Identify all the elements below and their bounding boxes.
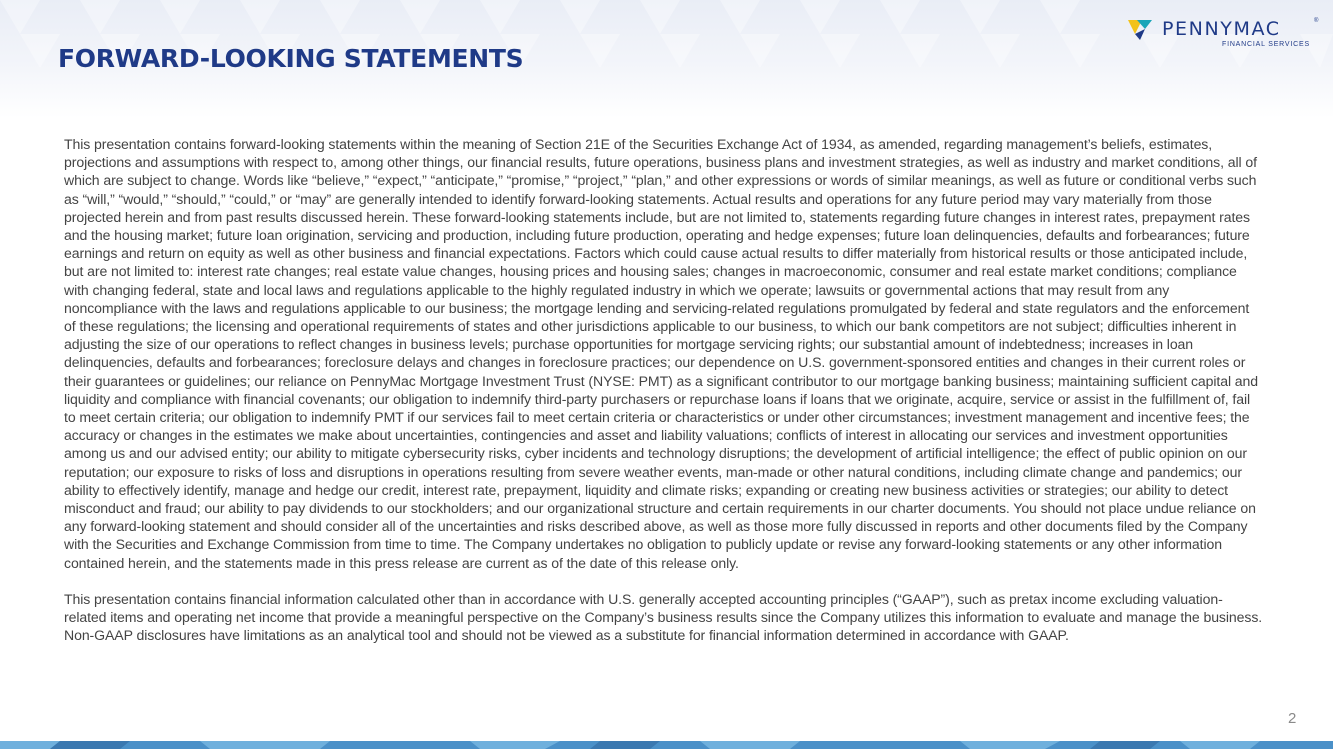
logo-name: PENNYMAC <box>1162 18 1281 40</box>
forward-looking-paragraph: This presentation contains forward-looking statements within the meaning of Section 21E of the Securities Exchange Act of 1934, as amended, regarding management’s beliefs, estimates, projections and assumptions with respect to, among other things, our financial results, future operations, business plans and investment strategies, as well as industry and market conditions, all of which are subject to change. Words like “believe,” “expect,” “anticipate,” “promise,” “project,” “plan,” and other expressions or words of similar meanings, as well as future or conditional verbs such as “will,” “would,” “should,” “could,” or “may” are generally intended to identify forward-looking statements. Actual results and operations for any future period may vary materially from those projected herein and from past results discussed herein. These forward-looking statements include, but are not limited to, statements regarding future changes in interest rates, prepayment rates and the housing market; future loan origination, servicing and production, including future production, operating and hedge expenses; future loan delinquencies, defaults and forbearances; future earnings and return on equity as well as other business and financial expectations. Factors which could cause actual results to differ materially from historical results or those anticipated include, but are not limited to: interest rate changes; real estate value changes, housing prices and housing sales; changes in macroeconomic, consumer and real estate market conditions; compliance with changing federal, state and local laws and regulations applicable to the highly regulated industry in which we operate; lawsuits or governmental actions that may result from any noncompliance with the laws and regulations applicable to our business; the mortgage lending and servicing-related regulations promulgated by federal and state regulators and the enforcement of these regulations; the licensing and operational requirements of states and other jurisdictions applicable to our business, to which our bank competitors are not subject; difficulties inherent in adjusting the size of our operations to reflect changes in business levels; purchase opportunities for mortgage servicing rights; our substantial amount of indebtedness; increases in loan delinquencies, defaults and forbearances; foreclosure delays and changes in foreclosure practices; our dependence on U.S. government-sponsored entities and changes in their current roles or their guarantees or guidelines; our reliance on PennyMac Mortgage Investment Trust (NYSE: PMT) as a significant contributor to our mortgage banking business; maintaining sufficient capital and liquidity and compliance with financial covenants; our obligation to indemnify third-party purchasers or repurchase loans if loans that we originate, acquire, service or assist in the fulfillment of, fail to meet certain criteria; our obligation to indemnify PMT if our services fail to meet certain criteria or characteristics or under other circumstances; investment management and incentive fees; the accuracy or changes in the estimates we make about uncertainties, contingencies and asset and liability valuations; conflicts of interest in allocating our services and investment opportunities among us and our advised entity; our ability to mitigate cybersecurity risks, cyber incidents and technology disruptions; the development of artificial intelligence; the effect of public opinion on our reputation; our exposure to risks of loss and disruptions in operations resulting from severe weather events, man-made or other natural conditions, including climate change and pandemics; our ability to effectively identify, manage and hedge our credit, interest rate, prepayment, liquidity and climate risks; expanding or creating new business activities or strategies; our ability to detect misconduct and fraud; our ability to pay dividends to our stockholders; and our organizational structure and certain requirements in our charter documents. You should not place undue reliance on any forward-looking statement and should consider all of the uncertainties and risks described above, as well as those more fully discussed in reports and other documents filed by the Company with the Securities and Exchange Commission from time to time. The Company undertakes no obligation to publicly update or revise any forward-looking statements or any other information contained herein, and the statements made in this press release are current as of the date of this release only. <box>64 136 1259 571</box>
logo-registered-mark: ® <box>1314 18 1319 24</box>
company-logo <box>1128 18 1318 52</box>
logo-tagline: FINANCIAL SERVICES <box>1222 41 1310 48</box>
disclaimer-body <box>64 135 1264 662</box>
logo-mark-icon <box>1128 20 1152 40</box>
non-gaap-paragraph: This presentation contains financial information calculated other than in accordance with U.S. generally accepted accounting principles (“GAAP”), such as pretax income excluding valuation-related items and operating net income that provide a meaningful perspective on the Company’s business results since the Company utilizes this information to evaluate and manage the business. Non-GAAP disclosures have limitations as an analytical tool and should not be viewed as a substitute for financial information determined in accordance with GAAP. <box>64 590 1263 644</box>
page-title: FORWARD-LOOKING STATEMENTS <box>58 44 524 73</box>
page-number: 2 <box>1288 710 1297 727</box>
footer-band <box>0 741 1333 749</box>
